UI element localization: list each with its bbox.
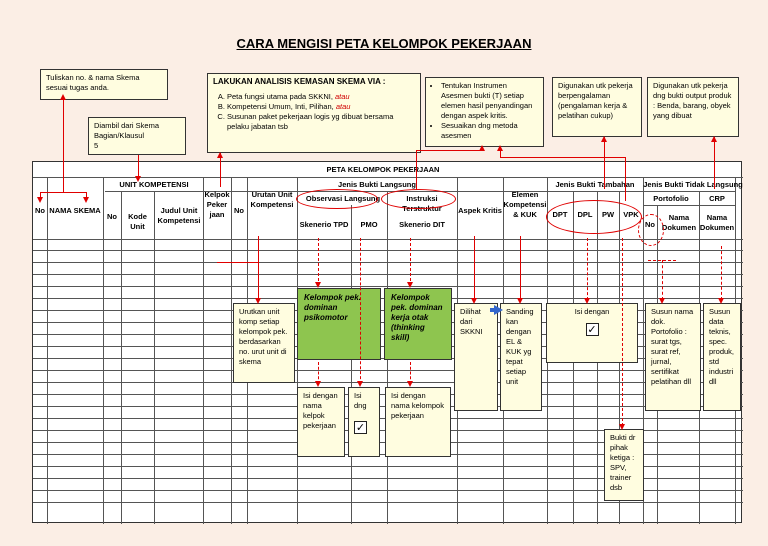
hdr-no4: No — [645, 220, 655, 229]
hdr-pw: PW — [601, 210, 615, 219]
note-instrumen — [425, 77, 544, 147]
hdr-unit-kompetensi: UNIT KOMPETENSI — [119, 180, 189, 189]
hdr-jenis-langsung: Jenis Bukti Langsung — [338, 180, 416, 189]
callout-susun-data: Susun data teknis, spec. produk, std industri dll — [703, 303, 741, 411]
callout-urutkan: Urutkan unit komp setiap kelompok pek. berdasarkan no. urut unit di skema — [233, 303, 295, 383]
note-bagian — [88, 117, 186, 155]
hdr-kode-unit: Kode Unit — [128, 212, 147, 231]
oval-portofolio-no — [638, 214, 664, 246]
note-bagian-line1: Diambil dari Skema — [94, 121, 160, 130]
note-skema-text: Tuliskan no. & nama Skema sesuai tugas anda. — [46, 73, 140, 92]
hdr-nama-dokumen-crp: Nama Dokumen — [699, 213, 735, 232]
checkbox-tambahan-icon: ✓ — [587, 324, 597, 336]
hdr-aspek-kritis: Aspek Kritis — [458, 206, 502, 215]
note-bagian-line3: 5 — [94, 141, 99, 150]
hdr-jenis-tambahan: Jenis Bukti Tambahan — [555, 180, 635, 189]
instrumen-item-2: • Sesuaikan dng metoda asesmen — [441, 121, 538, 141]
callout-psikomotor: Kelompok pek. dominan psikomotor — [297, 288, 381, 360]
hdr-no3: No — [234, 206, 244, 215]
hdr-urutan: Urutan Unit Kompetensi — [250, 190, 294, 209]
hdr-dpl: DPL — [577, 210, 593, 219]
analisis-item-a: A. Peta fungsi utama pada SKKNI, atau — [227, 92, 415, 102]
hdr-jenis-tidak-langsung: Jenis Bukti Tidak Langsung — [643, 180, 743, 189]
hdr-instruksi: Instruksi Terstruktur — [402, 194, 442, 213]
callout-isi-nama-kelpok: Isi dengan nama kelpok pekerjaan — [297, 387, 345, 457]
hdr-kelompok: Kelpok Peker jaan — [204, 190, 230, 219]
note-bagian-line2: Bagian/Klausul — [94, 131, 145, 140]
hdr-no2: No — [107, 212, 117, 221]
hdr-judul-unit: Judul Unit Kompetensi — [157, 206, 201, 225]
note-analisis — [207, 73, 421, 153]
hdr-vpk: VPK — [623, 210, 639, 219]
hdr-skenario-tpd: Skenerio TPD — [299, 220, 349, 229]
instrumen-item-1: • Tentukan Instrumen Asesmen bukti (T) setiap elemen hasil penyandingan dengan aspek kritis. — [441, 81, 538, 121]
table-caption: PETA KELOMPOK PEKERJAAN — [326, 165, 440, 174]
note-analisis-heading: LAKUKAN ANALISIS KEMASAN SKEMA VIA : — [213, 77, 386, 86]
oval-tambahan — [546, 200, 642, 234]
callout-isi-dng: Isi dng ✓ — [348, 387, 380, 457]
hdr-nama-dokumen: Nama Dokumen — [661, 213, 697, 232]
hdr-dpt: DPT — [552, 210, 568, 219]
hdr-no: No — [35, 206, 45, 215]
callout-isi-nama-kelompok: Isi dengan nama kelompok pekerjaan — [385, 387, 451, 457]
hdr-observasi: Observasi Langsung — [305, 194, 381, 203]
oval-instruksi — [381, 189, 456, 209]
note-output: Digunakan utk pekerja dng bukti output produk : Benda, barang, obyek yang dibuat — [647, 77, 739, 137]
checkbox-icon: ✓ — [355, 422, 366, 434]
hdr-crp: CRP — [709, 194, 725, 203]
callout-sanding: Sanding kan dengan EL & KUK yg tepat setiap unit — [500, 303, 542, 411]
page-title: CARA MENGISI PETA KELOMPOK PEKERJAAN — [236, 36, 532, 51]
hdr-nama-skema: NAMA SKEMA — [49, 206, 101, 215]
hdr-skenario-dit: Skenerio DIT — [399, 220, 445, 229]
callout-susun-nama: Susun nama dok. Portofolio : surat tgs, surat ref, jurnal, sertifikat pelatihan dll — [645, 303, 701, 411]
callout-bukti-pihak: Bukti dr pihak ketiga : SPV, trainer dsb — [604, 429, 644, 501]
hdr-elemen: Elemen Kompetensi & KUK — [503, 190, 547, 219]
analisis-item-c: C. Susunan paket pekerjaan logis yg dibuat bersama pelaku jabatan tsb — [227, 112, 415, 132]
note-berpengalaman: Digunakan utk pekerja berpengalaman (pengalaman kerja & pelatihan cukup) — [552, 77, 642, 137]
oval-observasi — [296, 189, 378, 209]
callout-isi-dengan: Isi dengan ✓ — [546, 303, 638, 363]
callout-olah-otak: Kelompok pek. dominan kerja otak (thinking skill) — [384, 288, 452, 360]
callout-dilihat: Dilihat dari SKKNI — [454, 303, 498, 411]
analisis-item-b: B. Kompetensi Umum, Inti, Pilihan, atau — [227, 102, 415, 112]
hdr-pmo: PMO — [360, 220, 378, 229]
hdr-portofolio: Portofolio — [653, 194, 689, 203]
